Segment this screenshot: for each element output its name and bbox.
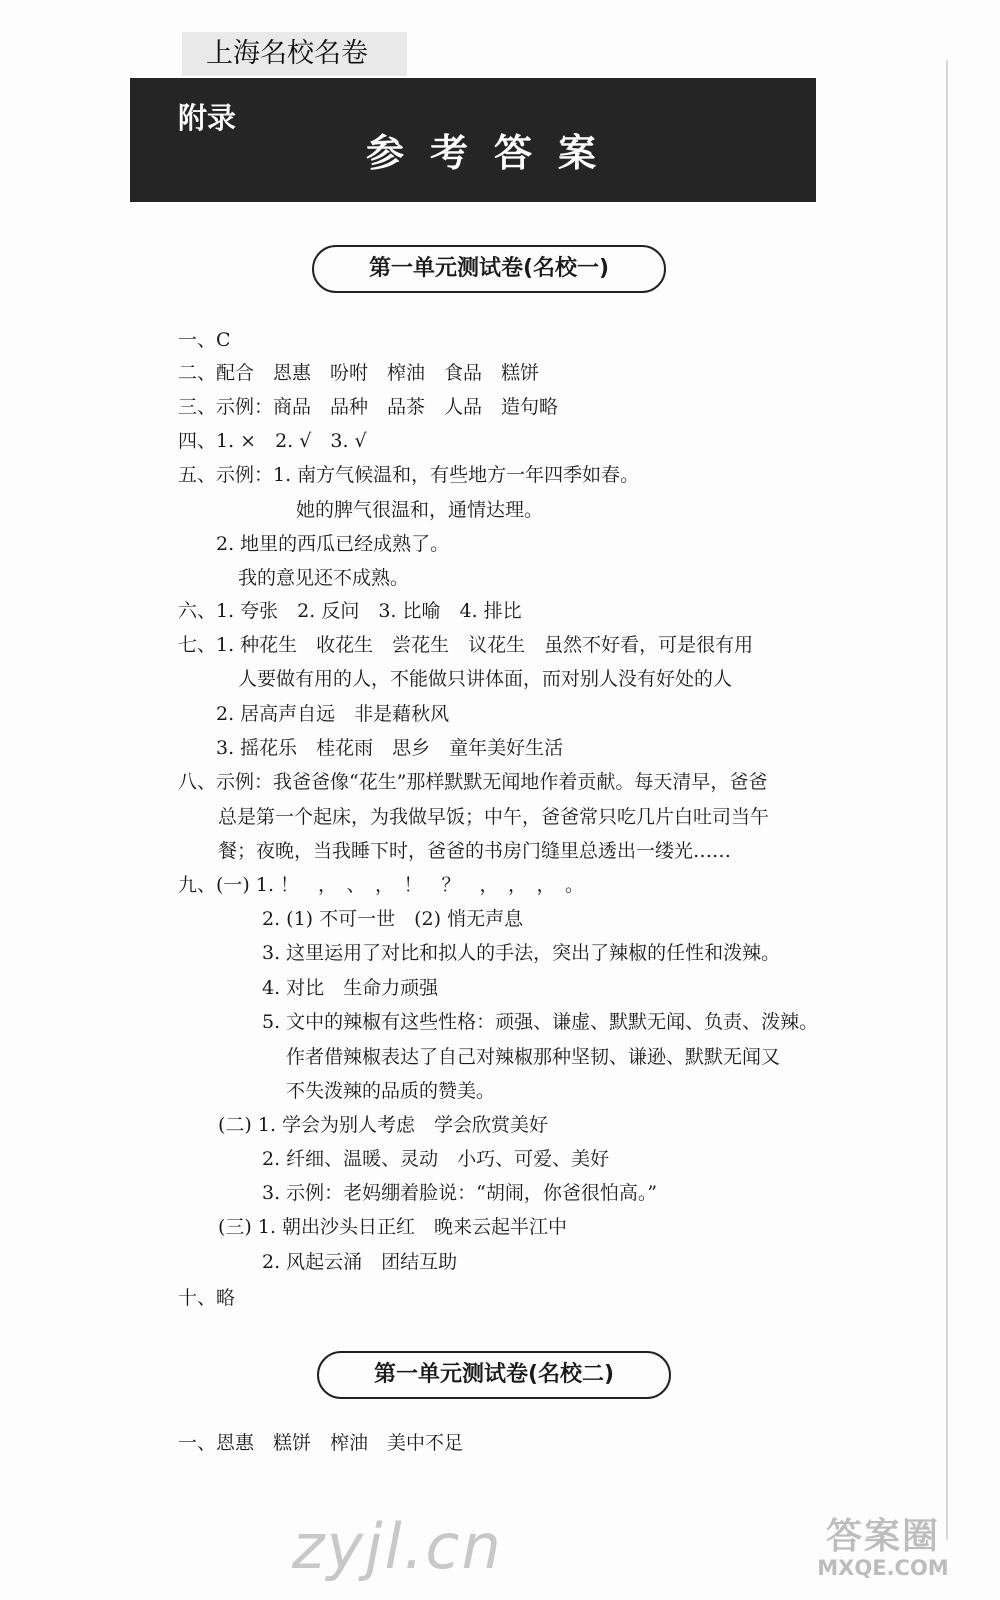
answer-line: 我的意见还不成熟。 [238,567,410,589]
right-margin-rule [946,60,948,1540]
answer-line: 九、(一) 1. ！ ， 、 ， ！ ？ ， ， ， 。 [178,874,585,896]
answer-line: (二) 1. 学会为别人考虑 学会欣赏美好 [218,1114,549,1136]
answer-line: (三) 1. 朝出沙头日正红 晚来云起半江中 [218,1216,568,1238]
series-label: 上海名校名卷 [182,32,407,76]
answer-line: 作者借辣椒表达了自己对辣椒那种坚韧、谦逊、默默无闻又 [286,1046,781,1068]
answer-line: 2. 纤细、温暖、灵动 小巧、可爱、美好 [262,1148,610,1170]
answer-line: 不失泼辣的品质的赞美。 [286,1080,496,1102]
answer-line: 2. 居高声自远 非是藉秋风 [216,703,450,725]
logo-cn-text: 答案圈 [825,1516,940,1557]
appendix-label: 附录 [178,101,237,135]
answer-line: 八、示例：我爸爸像“花生”那样默默无闻地作着贡献。每天清早，爸爸 [178,771,768,793]
answer-line: 人要做有用的人，不能做只讲体面，而对别人没有好处的人 [238,668,733,690]
answer-line: 餐；夜晚，当我睡下时，爸爸的书房门缝里总透出一缕光…… [218,840,732,862]
answer-line: 2. 风起云涌 团结互助 [262,1251,458,1273]
logo-en-text: MXQE.COM [817,1556,949,1580]
answer-line: 一、C [178,329,231,351]
answer-line: 五、示例：1. 南方气候温和，有些地方一年四季如春。 [178,464,640,486]
answer-line: 4. 对比 生命力顽强 [262,977,439,999]
answer-line: 二、配合 恩惠 吩咐 榨油 食品 糕饼 [178,362,540,384]
answer-line: 四、1. × 2. √ 3. √ [178,430,367,452]
site-watermark: zyjl.cn [292,1510,503,1583]
answer-line: 十、略 [178,1287,236,1309]
page-title: 参考答案 [366,131,623,175]
answer-line: 3. 摇花乐 桂花雨 思乡 童年美好生活 [216,737,564,759]
answer-line: 她的脾气很温和，通情达理。 [296,499,544,521]
answer-line: 三、示例：商品 品种 品茶 人品 造句略 [178,396,559,418]
answer-line: 一、恩惠 糕饼 榨油 美中不足 [178,1432,464,1454]
answer-line: 3. 这里运用了对比和拟人的手法，突出了辣椒的任性和泼辣。 [262,942,781,964]
mxqe-logo [808,1508,958,1586]
answer-line: 六、1. 夸张 2. 反问 3. 比喻 4. 排比 [178,600,522,622]
answer-line: 七、1. 种花生 收花生 尝花生 议花生 虽然不好看，可是很有用 [178,634,754,656]
section-title-1: 第一单元测试卷(名校一) [312,245,666,293]
answer-line: 总是第一个起床，为我做早饭；中午，爸爸常只吃几片白吐司当午 [218,806,770,828]
answer-line: 5. 文中的辣椒有这些性格：顽强、谦虚、默默无闻、负责、泼辣。 [262,1011,819,1033]
answer-line: 2. (1) 不可一世 (2) 悄无声息 [262,908,524,930]
answer-line: 2. 地里的西瓜已经成熟了。 [216,533,450,555]
section-title-2: 第一单元测试卷(名校二) [317,1351,671,1399]
title-banner [130,78,816,202]
answer-line: 3. 示例：老妈绷着脸说：“胡闹，你爸很怕高。” [262,1182,658,1204]
